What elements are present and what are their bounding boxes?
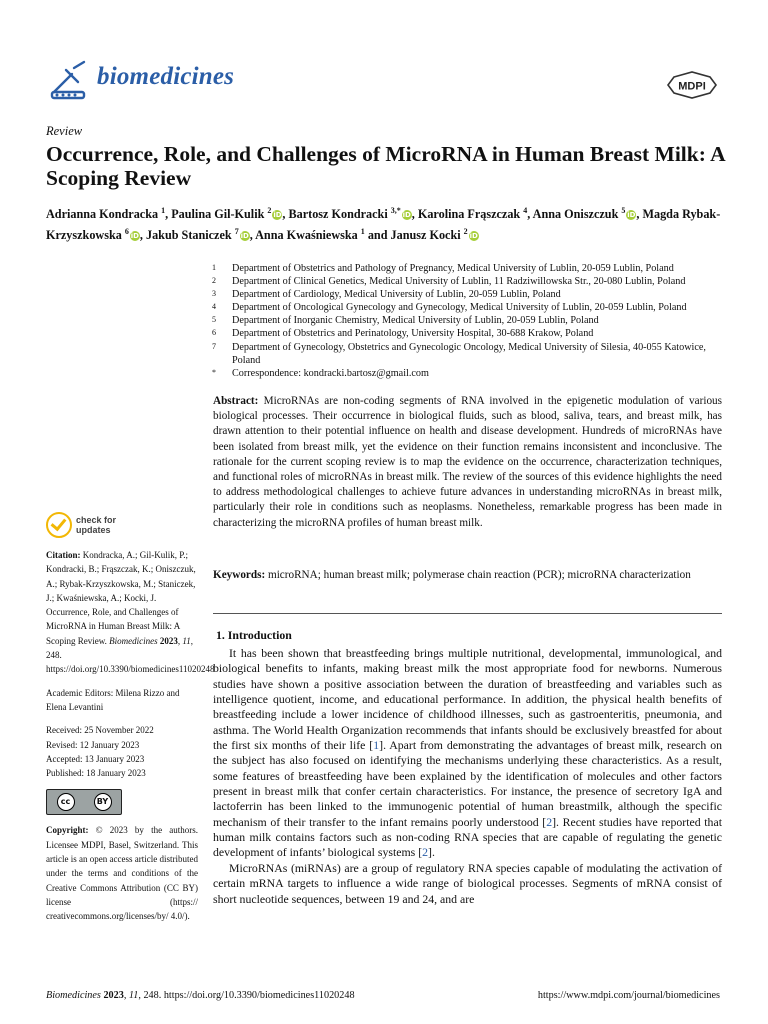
section-heading: 1. Introduction xyxy=(216,628,292,642)
orcid-icon[interactable]: iD xyxy=(627,211,636,220)
orcid-icon[interactable]: iD xyxy=(240,232,249,241)
journal-name: biomedicines xyxy=(97,63,235,90)
author-name[interactable]: Jakub Staniczek $^7$iD xyxy=(145,227,249,243)
affiliation-item: 1 Department of Obstetrics and Pathology of Pregnancy, Medical University of Lublin, 20-059 Lublin, Poland xyxy=(212,263,674,274)
author-name[interactable]: Paulina Gil-Kulik $^2$iD xyxy=(171,206,282,222)
orcid-icon[interactable]: iD xyxy=(402,211,411,220)
keywords xyxy=(213,568,722,583)
body-text xyxy=(213,646,722,907)
sidebar xyxy=(46,512,215,933)
check-updates-icon xyxy=(46,512,72,538)
copyright: Copyright: © 2023 by the authors. Licensee MDPI, Basel, Switzerland. This article is an open access article distributed under the terms and conditions of the Creative Commons Attribution (CC BY) license (https:// creativecommons.org/licenses/by/ 4.0/). xyxy=(46,825,199,922)
affiliation-item: 5 Department of Inorganic Chemistry, Medical University of Lublin, 20-059 Lublin, Poland xyxy=(212,315,599,327)
check-for-updates-button[interactable] xyxy=(46,512,198,538)
mdpi-logo-icon xyxy=(666,71,718,99)
author-name[interactable]: Anna Kwaśniewska $^1$ xyxy=(255,227,365,243)
author-name[interactable]: Anna Oniszczuk $^5$iD xyxy=(532,206,636,222)
author-name[interactable]: Adrianna Kondracka $^1$ xyxy=(46,206,166,222)
affiliations xyxy=(212,262,732,380)
citation: Citation: Kondracka, A.; Gil-Kulik, P.; Kondracki, B.; Frąszczak, K.; Oniszczuk, A.; Rybak-Krzyszkowska, M.; Staniczek, J.; Kwaśniewska, A.; Kocki, J. Occurrence, Role, and Challenges of MicroRNA in Human Breast Milk: A Scoping Review. Biomedicines 2023, 11, 248. https://doi.org/10.3390/biomedicines11020248 xyxy=(46,550,215,675)
affiliation-item: 3 Department of Cardiology, Medical University of Lublin, 20-059 Lublin, Poland xyxy=(212,289,561,301)
check-updates-line2: updates xyxy=(76,525,111,535)
affiliation-item: 4 Department of Oncological Gynecology and Gynecology, Medical University of Lublin, 20-059 Lublin, Poland xyxy=(212,302,687,314)
author-name[interactable]: Karolina Frąszczak $^4$ xyxy=(417,206,528,222)
cc-icon: cc xyxy=(57,793,75,811)
affiliation-item: * Correspondence: kondracki.bartosz@gmail.com xyxy=(212,367,429,379)
publisher-name: MDPI xyxy=(678,80,706,93)
author-name[interactable]: Magda Rybak-Krzyszkowska $^6$iD xyxy=(46,207,721,243)
footer-journal-url[interactable]: https://www.mdpi.com/journal/biomedicines xyxy=(537,990,720,1001)
affiliation-item: 6 Department of Obstetrics and Perinatology, University Hospital, 30-688 Krakow, Poland xyxy=(212,328,594,340)
dates: Received: 25 November 2022 Revised: 12 January 2023 Accepted: 13 January 2023 Published: 18 January 2023 xyxy=(46,725,154,779)
paragraph: It has been shown that breastfeeding brings multiple nutritional, developmental, immunological, and biological benefits to infants, making breast milk the most appropriate food for newborns. Numerous studies have shown a positive association between the duration of breastfeeding and variables such as intelligence quotient, income, and educational performance. In addition, the physical health benefits of breastfeeding include a lower incidence of childhood illnesses, such as gastroenteritis, pneumonia, and asthma. The World Health Organization recommends that infants should be exclusively breastfed for about the first six months of their life [1]. Apart from demonstrating the advantages of breast milk, research on the subject has also focused on identifying the mechanisms underlying these characteristics. As a result, some features of breastfeeding have been explained by the identification of molecules and other factors present in breast milk that confer certain characteristics. For instance, the presence of secretory IgA and lactoferrin has been linked to the immunogenic potential of human breastmilk, although the specific mechanism of their transfer to the infant remains poorly understood [2]. Recent studies have reported that human milk contains factors such as non-coding RNA species that are capable of regulating the genetic development of infants’ biological systems [2]. xyxy=(213,646,722,860)
section-divider xyxy=(213,613,722,614)
academic-editors: Academic Editors: Milena Rizzo and Elena Levantini xyxy=(46,687,180,712)
author-name[interactable]: Janusz Kocki $^2$iD xyxy=(390,227,478,243)
article-title: Occurrence, Role, and Challenges of MicroRNA in Human Breast Milk: A Scoping Review xyxy=(46,142,725,190)
affiliation-item: 7 Department of Gynecology, Obstetrics and Gynecologic Oncology, Medical University of Silesia, 40-055 Katowice, Poland xyxy=(212,341,706,366)
author-name[interactable]: Bartosz Kondracki $^{3,*}$iD xyxy=(288,206,411,222)
keywords-text: microRNA; human breast milk; polymerase chain reaction (PCR); microRNA characterization xyxy=(268,569,691,581)
abstract xyxy=(213,394,722,531)
orcid-icon[interactable]: iD xyxy=(469,232,478,241)
orcid-icon[interactable]: iD xyxy=(273,211,282,220)
article-type: Review xyxy=(46,124,83,138)
paragraph: MicroRNAs (miRNAs) are a group of regulatory RNA species capable of modulating the activation of certain mRNA targets to influence a wide range of biological processes. Segments of mRNA consist of short nucleotide sequences, between 19 and 24, and are xyxy=(213,860,722,906)
author-list: Adrianna Kondracka $^1$, Paulina Gil-Kulik $^2$iD, Bartosz Kondracki $^{3,*}$iD, Karolina Frąszczak $^4$, Anna Oniszczuk $^5$iD, Magda Rybak-Krzyszkowska $^6$iD, Jakub Staniczek $^7$iD, Anna Kwaśniewska $^1$ and Janusz Kocki $^2$iD xyxy=(46,206,721,243)
reference-link[interactable]: 1 xyxy=(373,738,380,753)
affiliation-item: 2 Department of Clinical Genetics, Medical University of Lublin, 11 Radziwillowska Str., 20-080 Lublin, Poland xyxy=(212,276,686,288)
abstract-text: MicroRNAs are non-coding segments of RNA involved in the epigenetic modulation of various biological processes. Their occurrence in biological fluids, such as blood, saliva, tears, and breast milk, has drawn attention to their potential influence on health and disease development. Hundreds of microRNAs have been isolated from breast milk, yet the evidence on their function remains inconsistent and inconclusive. The rationale for the current scoping review is to map the evidence on the occurrence, characterization techniques, and functional roles of microRNAs in breast milk. The review of the sources of this evidence highlights the need to address methodological challenges to achieve future advances in understanding microRNAs in breast milk, particularly their role in conditions such as neoplasms. Nonetheless, remarkable progress has been made in characterizing the microRNA profiles of human breast milk. xyxy=(213,395,722,529)
by-icon: BY xyxy=(94,793,112,811)
keywords-label: Keywords: xyxy=(213,569,266,581)
cc-by-license-badge[interactable] xyxy=(46,789,122,815)
check-updates-line1: check for xyxy=(76,515,117,525)
reference-link[interactable]: 2 xyxy=(546,814,553,829)
abstract-label: Abstract: xyxy=(213,395,259,407)
biomedicines-logo-icon xyxy=(46,58,90,102)
orcid-icon[interactable]: iD xyxy=(130,232,139,241)
footer-citation: Biomedicines 2023, 11, 248. https://doi.org/10.3390/biomedicines11020248 xyxy=(46,990,355,1001)
reference-link[interactable]: 2 xyxy=(422,845,429,860)
